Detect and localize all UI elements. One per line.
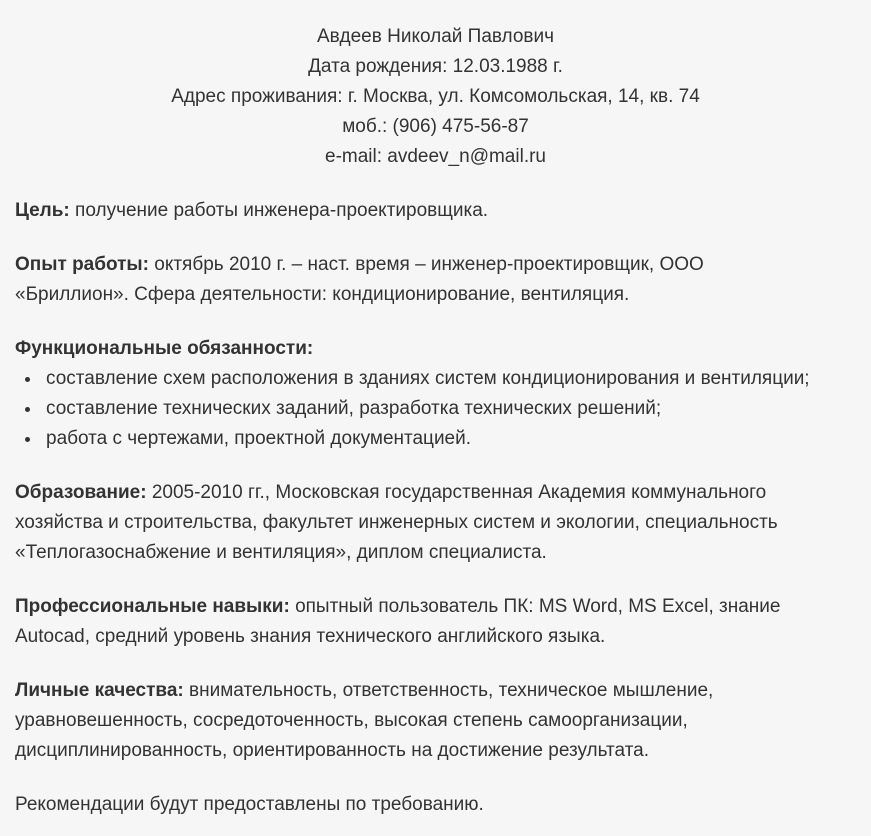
references-text: Рекомендации будут предоставлены по требованию. bbox=[15, 794, 484, 815]
birth-date: Дата рождения: 12.03.1988 г. bbox=[308, 56, 563, 77]
duties-label: Функциональные обязанности: bbox=[15, 338, 314, 359]
skills-text: опытный пользователь ПК: MS Word, MS Excel, знание Autocad, средний уровень знания технического английского языка. bbox=[15, 596, 781, 647]
goal-text: получение работы инженера-проектировщика. bbox=[69, 200, 489, 221]
section-experience bbox=[15, 250, 821, 310]
duties-item: • работа с чертежами, проектной документацией. bbox=[42, 424, 821, 454]
duties-list bbox=[15, 364, 821, 454]
person-name: Авдеев Николай Павлович bbox=[316, 26, 555, 47]
contact-header bbox=[0, 22, 871, 172]
duties-item: • составление схем расположения в зданиях систем кондиционирования и вентиляции; bbox=[42, 364, 821, 394]
personal-label: Личные качества: bbox=[15, 680, 184, 701]
skills-label: Профессиональные навыки: bbox=[15, 596, 290, 617]
section-skills bbox=[15, 592, 821, 652]
education-text: 2005-2010 гг., Московская государственная Академия коммунального хозяйства и строительства, факультет инженерных систем и экологии, специальность «Теплогазоснабжение и вентиляция», диплом специалиста. bbox=[15, 482, 778, 563]
address: Адрес проживания: г. Москва, ул. Комсомольская, 14, кв. 74 bbox=[171, 86, 700, 107]
section-duties-heading bbox=[15, 334, 821, 364]
experience-text: октябрь 2010 г. – наст. время – инженер-проектировщик, ООО «Бриллион». Сфера деятельности: кондиционирование, вентиляция. bbox=[15, 254, 704, 305]
personal-text: внимательность, ответственность, техническое мышление, уравновешенность, сосредоточенность, высокая степень самоорганизации, дисциплинированность, ориентированность на достижение результата. bbox=[15, 680, 714, 761]
section-personal bbox=[15, 676, 821, 766]
section-education bbox=[15, 478, 821, 568]
goal-label: Цель: bbox=[15, 200, 70, 221]
experience-label: Опыт работы: bbox=[15, 254, 149, 275]
email: e-mail: avdeev_n@mail.ru bbox=[325, 146, 546, 167]
section-references bbox=[15, 790, 821, 820]
phone: моб.: (906) 475-56-87 bbox=[342, 116, 529, 137]
duties-item: • составление технических заданий, разработка технических решений; bbox=[42, 394, 821, 424]
education-label: Образование: bbox=[15, 482, 147, 503]
section-goal bbox=[15, 196, 821, 226]
